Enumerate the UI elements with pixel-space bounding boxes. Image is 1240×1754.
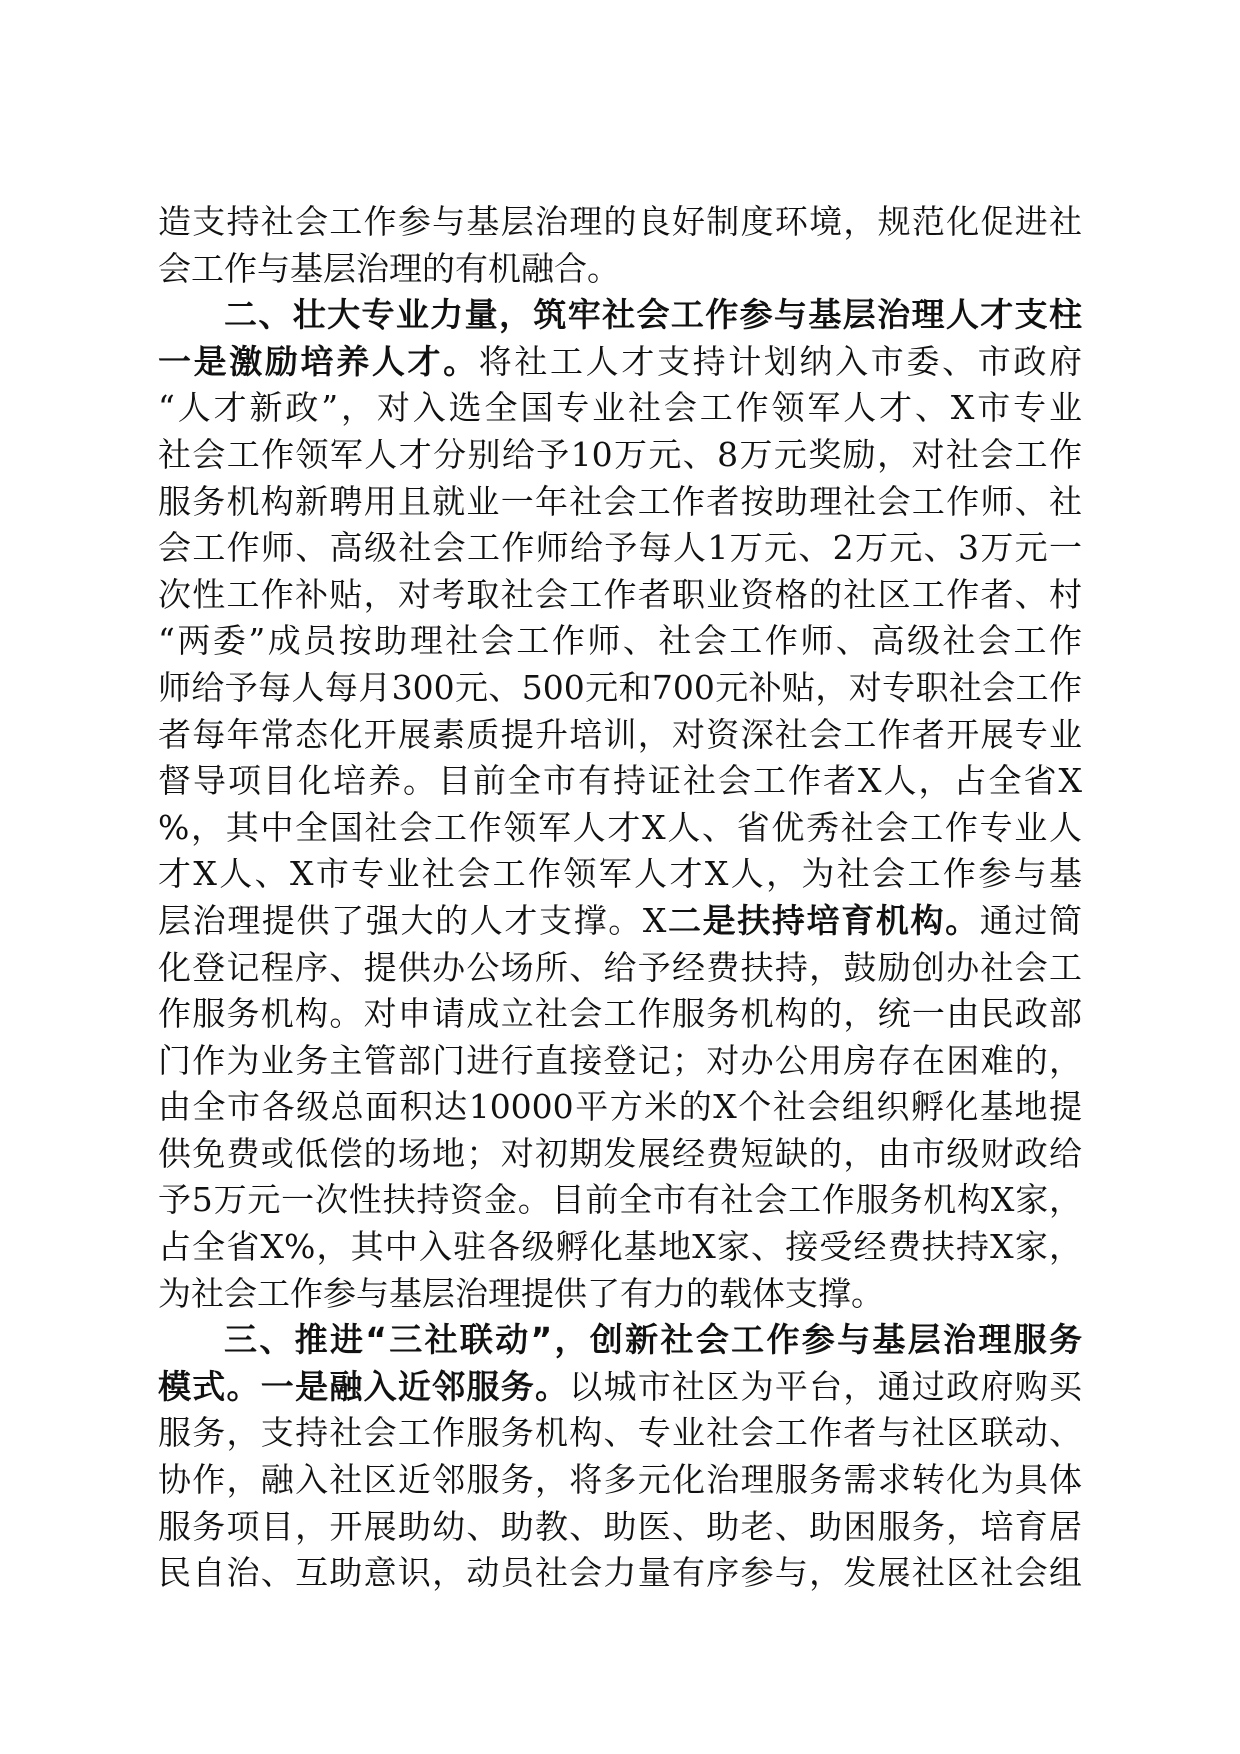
paragraph-line xyxy=(158,758,1082,805)
text-run: 造支持社会工作参与基层治理的良好制度环境，规范化促进社 xyxy=(158,202,1082,241)
paragraph-line xyxy=(158,991,1082,1038)
text-run: 层治理提供了强大的人才支撑。X xyxy=(158,900,667,940)
document-body xyxy=(158,199,1082,1597)
section-heading-line xyxy=(158,1317,1082,1364)
text-run: 次性工作补贴，对考取社会工作者职业资格的社区工作者、村 xyxy=(158,574,1082,614)
paragraph-line xyxy=(158,246,1082,293)
text-run: 会工作与基层治理的有机融合。 xyxy=(158,248,620,288)
paragraph-line xyxy=(158,712,1082,759)
paragraph-line xyxy=(158,665,1082,712)
paragraph-line xyxy=(158,1410,1082,1457)
paragraph-line xyxy=(158,479,1082,526)
text-run: 以城市社区为平台，通过政府购买 xyxy=(569,1366,1083,1406)
paragraph-line xyxy=(158,805,1082,852)
text-run: 服务，支持社会工作服务机构、专业社会工作者与社区联动、 xyxy=(158,1413,1082,1453)
text-run: 会工作师、高级社会工作师给予每人1万元、2万元、3万元一 xyxy=(158,528,1082,568)
bold-text-run: 二是扶持培育机构。 xyxy=(666,900,980,940)
bold-text-run: 二、壮大专业力量，筑牢社会工作参与基层治理人才支柱 xyxy=(224,295,1082,335)
paragraph-line xyxy=(158,851,1082,898)
paragraph-line xyxy=(158,1271,1082,1318)
text-run: “人才新政”，对入选全国专业社会工作领军人才、X市专业 xyxy=(158,388,1083,428)
paragraph-line xyxy=(158,1177,1082,1224)
text-run: 将社工人才支持计划纳入市委、市政府 xyxy=(478,341,1083,381)
text-run: 督导项目化培养。目前全市有持证社会工作者X人，占全省X xyxy=(158,761,1082,801)
bold-text-run: 一是激励培养人才。 xyxy=(158,341,479,381)
text-run: 服务机构新聘用且就业一年社会工作者按助理社会工作师、社 xyxy=(158,481,1082,521)
paragraph-line xyxy=(158,1038,1082,1085)
text-run: 师给予每人每月300元、500元和700元补贴，对专职社会工作 xyxy=(158,667,1082,707)
bold-text-run: 模式。一是融入近邻服务。 xyxy=(158,1366,570,1406)
text-run: 供免费或低偿的场地；对初期发展经费短缺的，由市级财政给 xyxy=(158,1133,1082,1173)
text-run: 化登记程序、提供办公场所、给予经费扶持，鼓励创办社会工 xyxy=(158,947,1082,987)
bold-text-run: 三、推进“三社联动”，创新社会工作参与基层治理服务 xyxy=(224,1320,1082,1360)
text-run: 通过简 xyxy=(979,900,1083,940)
text-run: 予5万元一次性扶持资金。目前全市有社会工作服务机构X家， xyxy=(158,1180,1082,1220)
paragraph-line xyxy=(158,1457,1082,1504)
paragraph-line xyxy=(158,339,1082,386)
text-run: “两委”成员按助理社会工作师、社会工作师、高级社会工作 xyxy=(158,621,1082,661)
text-run: 者每年常态化开展素质提升培训，对资深社会工作者开展专业 xyxy=(158,714,1082,754)
paragraph-line xyxy=(158,1224,1082,1271)
paragraph-line xyxy=(158,385,1082,432)
paragraph-line xyxy=(158,618,1082,665)
text-run: 民自治、互助意识，动员社会力量有序参与，发展社区社会组 xyxy=(158,1553,1082,1593)
paragraph-line xyxy=(158,1084,1082,1131)
text-run: 门作为业务主管部门进行直接登记；对办公用房存在困难的， xyxy=(158,1040,1082,1080)
paragraph-line xyxy=(158,1131,1082,1178)
paragraph-line xyxy=(158,1364,1082,1411)
text-run: %，其中全国社会工作领军人才X人、省优秀社会工作专业人 xyxy=(158,807,1082,847)
section-heading-line xyxy=(158,292,1082,339)
text-run: 社会工作领军人才分别给予10万元、8万元奖励，对社会工作 xyxy=(158,434,1082,474)
paragraph-line xyxy=(158,898,1082,945)
text-run: 服务项目，开展助幼、助教、助医、助老、助困服务，培育居 xyxy=(158,1506,1082,1546)
text-run: 占全省X%，其中入驻各级孵化基地X家、接受经费扶持X家， xyxy=(158,1227,1082,1267)
paragraph-line xyxy=(158,945,1082,992)
paragraph-line xyxy=(158,199,1082,246)
text-run: 由全市各级总面积达10000平方米的X个社会组织孵化基地提 xyxy=(158,1087,1082,1127)
text-run: 为社会工作参与基层治理提供了有力的载体支撑。 xyxy=(158,1273,884,1313)
text-run: 才X人、X市专业社会工作领军人才X人，为社会工作参与基 xyxy=(158,854,1082,894)
paragraph-line xyxy=(158,1504,1082,1551)
paragraph-line xyxy=(158,1550,1082,1597)
text-run: 作服务机构。对申请成立社会工作服务机构的，统一由民政部 xyxy=(158,994,1082,1034)
paragraph-line xyxy=(158,572,1082,619)
paragraph-line xyxy=(158,432,1082,479)
text-run: 协作，融入社区近邻服务，将多元化治理服务需求转化为具体 xyxy=(158,1460,1082,1500)
paragraph-line xyxy=(158,525,1082,572)
